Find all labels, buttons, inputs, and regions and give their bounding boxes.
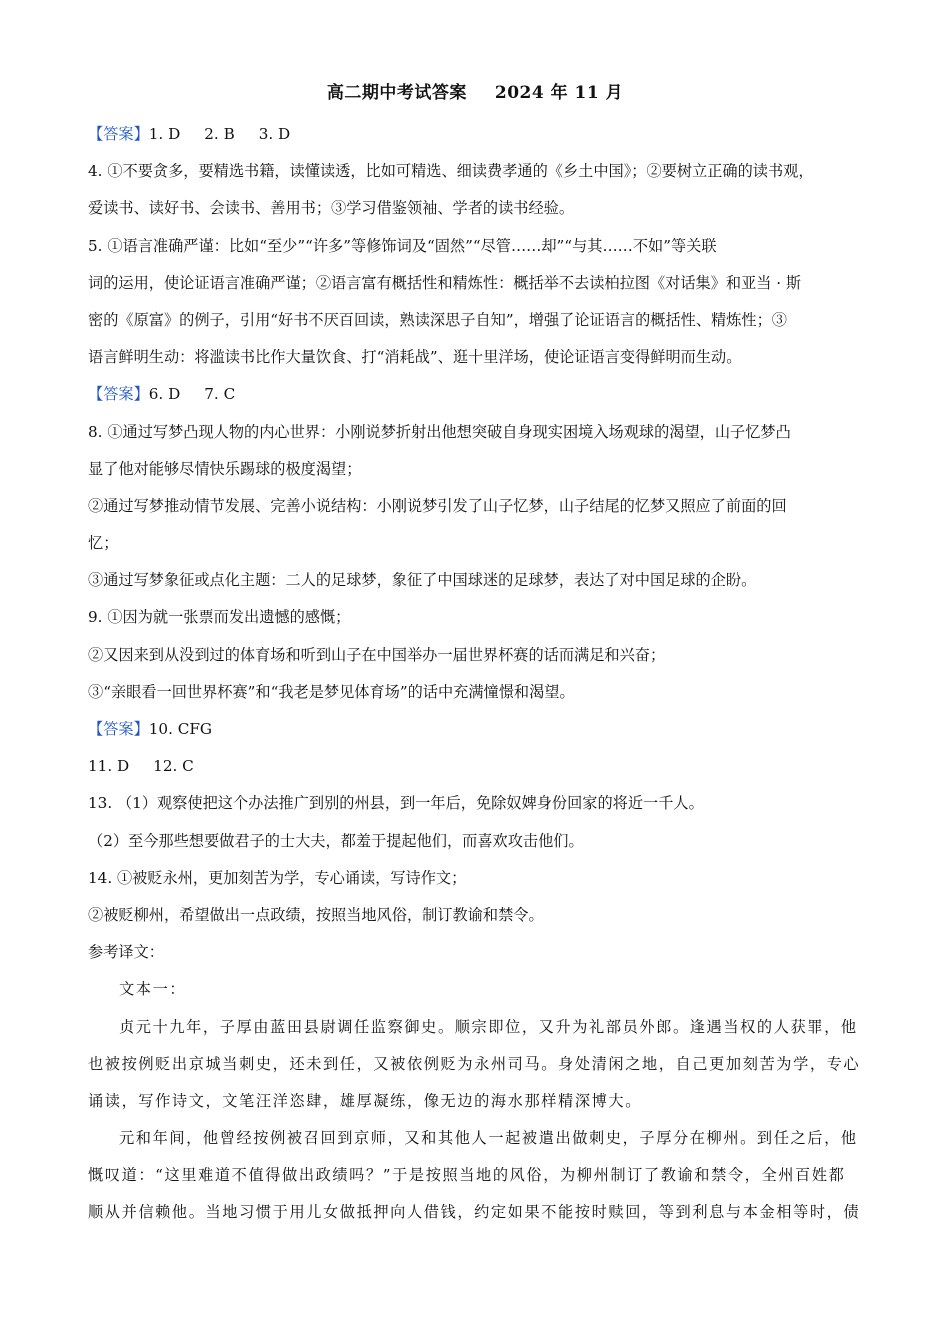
answer-row-1-3 bbox=[88, 116, 864, 153]
page-title bbox=[0, 78, 950, 103]
q13-line: 13. （1）观察使把这个办法推广到别的州县，到一年后，免除奴婢身份回家的将近一千人。 bbox=[88, 794, 704, 813]
translation-text1-label: 文本一： bbox=[119, 980, 187, 999]
answer-1: 1. D bbox=[148, 125, 181, 143]
answer-7: 7. C bbox=[204, 385, 236, 404]
answer-row-10 bbox=[88, 711, 864, 748]
answer-row-11-12 bbox=[88, 748, 864, 785]
answer-2: 2. B bbox=[204, 125, 235, 143]
translation-line: 慨叹道：“这里难道不值得做出政绩吗？”于是按照当地的风俗，为柳州制订了教谕和禁令，全州百姓都 bbox=[88, 1166, 846, 1185]
translation-line: 也被按例贬出京城当刺史，还未到任，又被依例贬为永州司马。身处清闲之地，自己更加刻苦为学，专心 bbox=[88, 1054, 861, 1073]
q5-line: 语言鲜明生动：将滥读书比作大量饮食、打“消耗战”、逛十里洋场，使论证语言变得鲜明而生动。 bbox=[88, 348, 742, 367]
q13-line: （2）至今那些想要做君子的士大夫，都羞于提起他们，而喜欢攻击他们。 bbox=[88, 831, 584, 850]
q5-line: 5. ①语言准确严谨：比如“至少”“许多”等修饰词及“固然”“尽管……却”“与其……不如”等关联 bbox=[88, 236, 717, 255]
answer-12: 12. C bbox=[153, 757, 194, 776]
q14-line: ②被贬柳州，希望做出一点政绩，按照当地风俗，制订教谕和禁令。 bbox=[88, 905, 544, 924]
answer-tag: 【答案】 bbox=[88, 385, 149, 404]
answer-6: 6. D bbox=[148, 385, 181, 404]
q9-line: ②又因来到从没到过的体育场和听到山子在中国举办一届世界杯赛的话而满足和兴奋； bbox=[88, 645, 666, 664]
answer-tag: 【答案】 bbox=[88, 720, 149, 738]
translation-heading: 参考译文： bbox=[88, 943, 164, 962]
title-main: 高二期中考试答案 bbox=[326, 83, 467, 103]
title-date: 2024 年 11 月 bbox=[494, 83, 624, 103]
answer-tag: 【答案】 bbox=[88, 125, 149, 143]
answer-3: 3. D bbox=[258, 125, 291, 143]
answer-10: 10. CFG bbox=[148, 720, 213, 738]
q9-line: ③“亲眼看一回世界杯赛”和“我老是梦见体育场”的话中充满憧憬和渴望。 bbox=[88, 682, 575, 701]
q4-line: 4. ①不要贪多，要精选书籍，读懂读透，比如可精选、细读费孝通的《乡土中国》；②要树立正确的读书观， bbox=[88, 162, 814, 181]
q5-line: 密的《原富》的例子，引用“好书不厌百回读，熟读深思子自知”，增强了论证语言的概括性、精炼性；③ bbox=[88, 310, 787, 329]
q4-line: 爱读书、读好书、会读书、善用书；③学习借鉴领袖、学者的读书经验。 bbox=[88, 199, 574, 218]
q8-line: 显了他对能够尽情快乐踢球的极度渴望； bbox=[88, 459, 362, 478]
q14-line: 14. ①被贬永州，更加刻苦为学，专心诵读，写诗作文； bbox=[88, 868, 467, 887]
answer-11: 11. D bbox=[88, 757, 130, 776]
q8-line: 8. ①通过写梦凸现人物的内心世界：小刚说梦折射出他想突破自身现实困境入场观球的渴望，山子忆梦凸 bbox=[88, 422, 791, 441]
translation-line: 贞元十九年，子厚由蓝田县尉调任监察御史。顺宗即位，又升为礼部员外郎。逢遇当权的人获罪，他 bbox=[119, 1017, 858, 1036]
answer-body bbox=[88, 116, 864, 1232]
q8-line: ③通过写梦象征或点化主题：二人的足球梦，象征了中国球迷的足球梦，表达了对中国足球的企盼。 bbox=[88, 571, 757, 590]
translation-line: 元和年间，他曾经按例被召回到京师，又和其他人一起被遣出做刺史，子厚分在柳州。到任之后，他 bbox=[119, 1129, 858, 1148]
q8-line: 忆； bbox=[88, 534, 119, 553]
translation-line: 顺从并信赖他。当地习惯于用儿女做抵押向人借钱，约定如果不能按时赎回，等到利息与本金相等时，债 bbox=[88, 1203, 861, 1222]
answer-row-6-7 bbox=[88, 376, 864, 413]
q5-line: 词的运用，使论证语言准确严谨；②语言富有概括性和精炼性：概括举不去读柏拉图《对话集》和亚当 · 斯 bbox=[88, 273, 802, 292]
q8-line: ②通过写梦推动情节发展、完善小说结构：小刚说梦引发了山子忆梦，山子结尾的忆梦又照应了前面的回 bbox=[88, 496, 787, 515]
translation-line: 诵读，写作诗文，文笔汪洋恣肆，雄厚凝练，像无边的海水那样精深博大。 bbox=[88, 1091, 642, 1110]
q9-line: 9. ①因为就一张票而发出遗憾的感慨； bbox=[88, 608, 351, 627]
